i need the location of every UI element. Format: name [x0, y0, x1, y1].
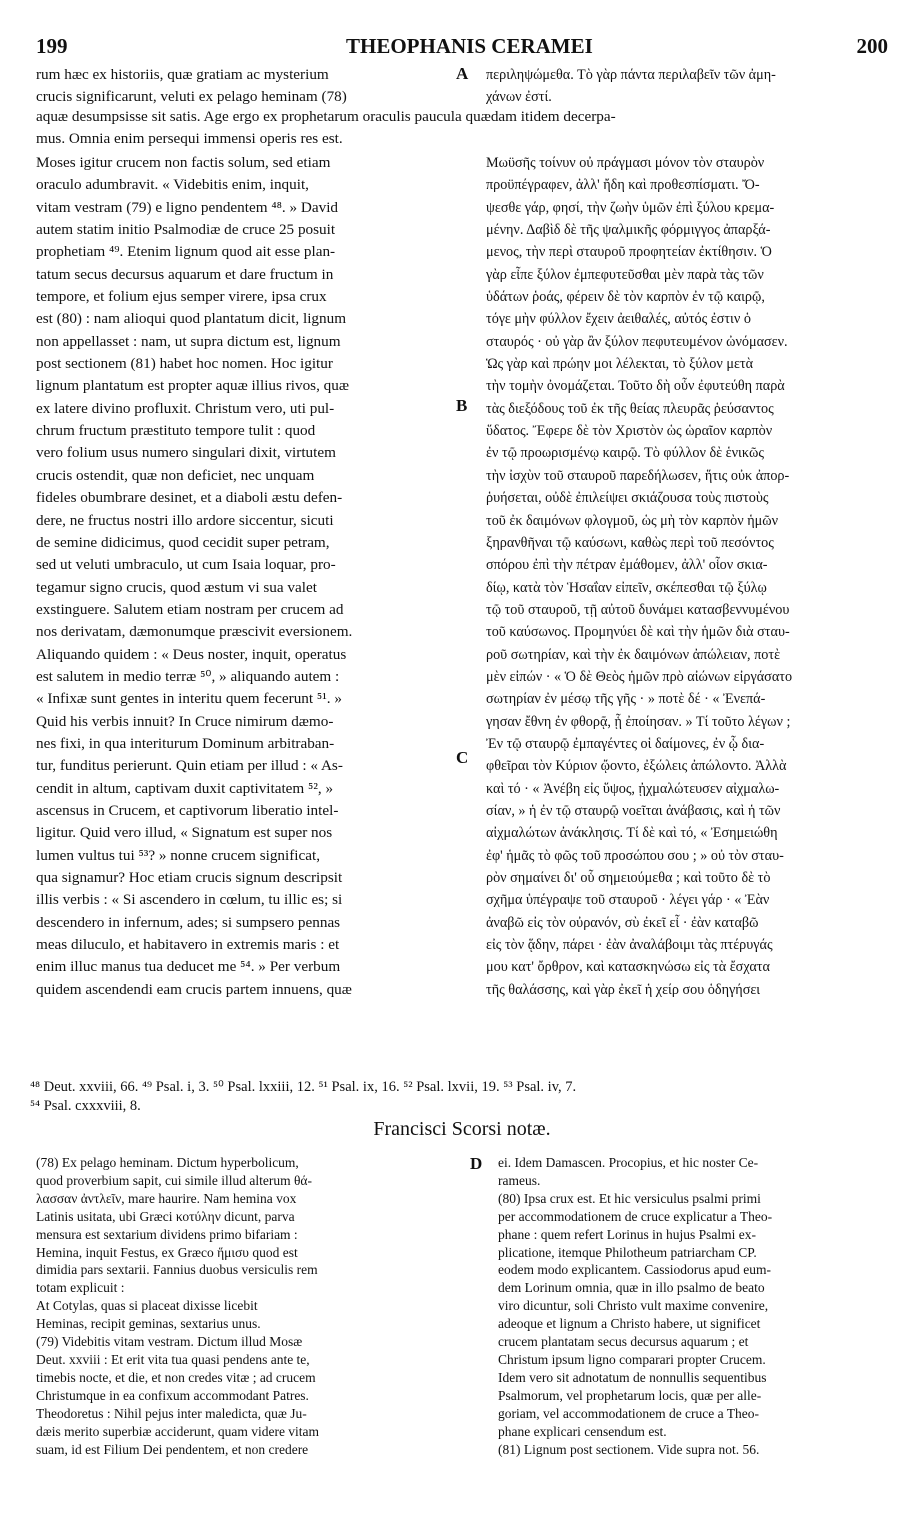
text-line: φθεῖραι τὸν Κύριον ᾤοντο, ἐξώλεις ἀπώλοντο. Ἀλλὰ	[486, 758, 787, 775]
text-line: εἰς τὸν ᾅδην, πάρει · ἐὰν ἀναλάβοιμι τὰς πτέρυγάς	[486, 937, 773, 954]
text-line: ὕδατος. Ἔφερε δὲ τὸν Χριστὸν ὡς ὡραῖον καρπὸν	[486, 423, 773, 440]
text-line: phane : quem refert Lorinus in hujus Psalmi ex-	[498, 1226, 756, 1242]
text-line: ἐφ' ἡμᾶς τὸ φῶς τοῦ προσώπου σου ; » οὐ τὸν σταυ-	[486, 847, 784, 864]
text-line: tatum secus decursus aquarum et dare fructum in	[36, 265, 334, 283]
top-greek-lines	[486, 64, 902, 108]
text-line: fideles obumbrare desinet, et a diaboli æstu defen-	[36, 489, 343, 507]
text-line: autem statim initio Psalmodiæ de cruce 25 posuit	[36, 221, 336, 239]
text-line: plicatione, itemque Philotheum patriarcham CP.	[498, 1244, 757, 1260]
text-line: Latinis usitata, ubi Græci κοτύλην dicunt, parva	[36, 1208, 295, 1224]
text-line: τῆς θαλάσσης, καὶ γὰρ ἐκεῖ ἡ χείρ σου ὁδηγήσει	[486, 981, 761, 998]
text-line: lumen vultus tui ⁵³? » nonne crucem significat,	[36, 846, 321, 864]
text-line: ligitur. Quid vero illud, « Signatum est super nos	[36, 824, 333, 842]
text-line: λασσαν ἀντλεῖν, mare haurire. Nam hemina vox	[36, 1190, 297, 1206]
text-line: rum hæc ex historiis, quæ gratiam ac mysterium	[36, 66, 329, 83]
text-line: (79) Videbitis vitam vestram. Dictum illud Mosæ	[36, 1334, 303, 1350]
text-line: post sectionem (81) habet hoc nomen. Hoc igitur	[36, 355, 333, 373]
text-line: τῷ τοῦ σταυροῦ, τῇ αὐτοῦ δυνάμει κατασβεννυμένου	[486, 601, 790, 618]
text-line: viro dicuntur, soli Christo vult maxime convenire,	[498, 1298, 769, 1314]
text-line: τὰς διεξόδους τοῦ ἐκ τῆς θείας πλευρᾶς ῥεύσαντος	[486, 400, 774, 417]
text-line: (78) Ex pelago heminam. Dictum hyperbolicum,	[36, 1155, 299, 1170]
text-line: Idem vero sit adnotatum de nonnullis sequentibus	[498, 1369, 767, 1385]
text-line: Heminas, recipit geminas, sextarius unus.	[36, 1316, 261, 1332]
text-line: dere, ne fructus nostri illo ardore siccentur, sicuti	[36, 511, 334, 529]
footnote-line: ⁴⁸ Deut. xxviii, 66. ⁴⁹ Psal. i, 3. ⁵⁰ Psal. lxxiii, 12. ⁵¹ Psal. ix, 16. ⁵² Psal. lxvii, 19. ⁵³ Psal. iv, 7.	[30, 1079, 577, 1095]
text-line: crucis ostendit, quæ non deficiet, nec unquam	[36, 466, 315, 484]
text-line: enim illuc manus tua deducet me ⁵⁴. » Per verbum	[36, 958, 341, 976]
running-title: THEOPHANIS CERAMEI	[346, 34, 593, 58]
text-line: At Cotylas, quas si placeat dixisse licebit	[36, 1298, 258, 1314]
text-line: qua signamur? Hoc etiam crucis signum descripsit	[36, 869, 343, 886]
text-line: σίαν, » ἡ ἐν τῷ σταυρῷ νοεῖται ἀνάβασις, καὶ ἡ τῶν	[486, 802, 781, 819]
text-line: ὑδάτων ῥοάς, φέρειν δὲ τὸν καρπὸν ἐν τῷ καιρῷ,	[486, 289, 765, 306]
text-line: ροῦ σωτηρίαν, καὶ τὴν ἐκ δαιμόνων ἀπώλειαν, ποτὲ	[486, 646, 781, 663]
text-line: goriam, vel accommodationem de cruce a Theo-	[498, 1405, 760, 1421]
text-line: nos derivatam, dæmonumque præscivit eversionem.	[36, 623, 353, 641]
text-line: μου κατ' ὄρθρον, καὶ κατασκηνώσω εἰς τὰ ἔσχατα	[486, 959, 770, 976]
margin-letter-c: C	[456, 748, 469, 767]
text-line: σχῆμα ὑπέγραψε τοῦ σταυροῦ · λέγει γάρ · « Ἐὰν	[486, 892, 770, 909]
text-line: μένην. Δαβὶδ δὲ τῆς ψαλμικῆς φόρμιγγος ἀπαρξά-	[486, 222, 771, 239]
text-line: vero folium usus numero singulari dixit, virtutem	[36, 444, 336, 462]
text-line: προϋπέγραφεν, ἀλλ' ἤδη καὶ προθεσπίσματι. Ὄ-	[486, 177, 760, 194]
greek-column	[486, 152, 902, 1001]
top-latin-lines	[36, 64, 456, 108]
text-line: τόγε μὴν φύλλον ἔχειν ἀειθαλές, αὐτός ἐστιν ὁ	[486, 311, 751, 328]
text-line: phane explicari censendum est.	[498, 1423, 667, 1439]
text-line: Christum ipsum ligno comparari propter Crucem.	[498, 1351, 766, 1367]
text-line: timebis nocte, et die, et non credes vitæ ; ad crucem	[36, 1369, 316, 1385]
text-line: Hemina, inquit Festus, ex Græco ἥμισυ quod est	[36, 1244, 298, 1260]
text-line: suam, id est Filium Dei pendentem, et non credere	[36, 1441, 309, 1457]
text-line: Aliquando quidem : « Deus noster, inquit, operatus	[36, 645, 347, 663]
text-line: Μωϋσῆς τοίνυν οὐ πράγμασι μόνον τὸν σταυρὸν	[486, 155, 765, 171]
text-line: σωτηρίαν ἐν μέσῳ τῆς γῆς · » ποτὲ δέ · « Ἐνεπά-	[486, 691, 766, 708]
text-line: τοῦ καύσωνος. Προμηνύει δὲ καὶ τὴν ἡμῶν διὰ σταυ-	[486, 624, 790, 641]
text-line: αἰχμαλώτων ἀνάκλησις. Τί δὲ καὶ τό, « Ἐσημειώθη	[486, 825, 778, 842]
text-line: totam explicuit :	[36, 1280, 125, 1296]
page-number-right: 200	[856, 34, 888, 58]
text-line: γὰρ εἶπε ξύλον ἐμπεφυτεῦσθαι μὲν παρὰ τὰς τῶν	[486, 266, 764, 283]
text-line: δίῳ, κατὰ τὸν Ἡσαΐαν εἰπεῖν, σκέπεσθαι τῷ ξύλῳ	[486, 579, 767, 596]
text-line: σταυρός · οὐ γὰρ ἂν ξύλον πεφυτευμένον ὠνόμασεν.	[486, 333, 788, 350]
text-line: est salutem in medio terræ ⁵⁰, » aliquando autem :	[36, 667, 340, 685]
text-line: exstinguere. Salutem etiam nostram per crucem ad	[36, 600, 344, 618]
text-line: καὶ τό · « Ἀνέβη εἰς ὕψος, ᾐχμαλώτευσεν αἰχμαλω-	[486, 780, 780, 797]
text-line: cendit in altum, captivam duxit captivitatem ⁵², »	[36, 779, 334, 797]
text-line: « Infixæ sunt gentes in interitu quem fecerunt ⁵¹. »	[36, 690, 342, 708]
footnotes	[30, 1078, 900, 1116]
page-number-left: 199	[36, 34, 68, 58]
text-line: ἐν τῷ προωρισμένῳ καιρῷ. Τὸ φύλλον δὲ ἑνικῶς	[486, 445, 764, 462]
text-line: περιληψώμεθα. Τὸ γὰρ πάντα περιλαβεῖν τῶν ἀμη-	[486, 67, 776, 83]
text-line: (80) Ipsa crux est. Et hic versiculus psalmi primi	[498, 1190, 761, 1206]
text-line: τοῦ ἐκ δαιμόνων φλογμοῦ, ὡς μὴ τὸν καρπὸν ἡμῶν	[486, 512, 778, 529]
text-line: per accommodationem de cruce explicatur a Theo-	[498, 1208, 773, 1224]
text-line: ψεσθε γάρ, φησί, τὴν ζωὴν ὑμῶν ἐπὶ ξύλου κρεμα-	[486, 199, 775, 216]
text-line: adeoque et lignum a Christo habere, ut significet	[498, 1316, 761, 1332]
text-line: (81) Lignum post sectionem. Vide supra not. 56.	[498, 1441, 760, 1457]
notes-left-column	[36, 1154, 466, 1458]
text-line: ῥυήσεται, οὐδὲ ἐπιλείψει σκιάζουσα τοὺς πιστοὺς	[486, 490, 769, 507]
margin-letter-b: B	[456, 396, 468, 415]
text-line: τὴν ἰσχὺν τοῦ σταυροῦ παρεδήλωσεν, ἥτις οὐκ ἀπορ-	[486, 467, 790, 484]
text-line: Deut. xxviii : Et erit vita tua quasi pendens ante te,	[36, 1351, 310, 1367]
text-line: Psalmorum, vel prophetarum locis, quæ per alle-	[498, 1387, 762, 1403]
text-line: ξηρανθῆναι τῷ καύσωνι, καθὼς περὶ τοῦ πεσόντος	[486, 534, 774, 551]
text-line: lignum plantatum est propter aquæ illius rivos, quæ	[36, 377, 350, 395]
text-line: vitam vestram (79) e ligno pendentem ⁴⁸. » David	[36, 198, 339, 216]
margin-letter-d: D	[470, 1154, 483, 1173]
text-line: Moses igitur crucem non factis solum, sed etiam	[36, 154, 331, 171]
text-line: ascensus in Crucem, et captivorum liberatio intel-	[36, 801, 339, 819]
text-line: σπόρου ἐπὶ τὴν πέτραν ἐμάθομεν, ἀλλ' οἷον σκια-	[486, 557, 768, 574]
text-line: de semine didicimus, quod cecidit super petram,	[36, 533, 330, 551]
text-line: crucis significarunt, veluti ex pelago heminam (78)	[36, 88, 347, 105]
text-line: Ἐν τῷ σταυρῷ ἐμπαγέντες οἱ δαίμονες, ἐν ᾧ δια-	[486, 735, 765, 752]
text-line: eodem modo explicantem. Cassiodorus apud eum-	[498, 1262, 771, 1278]
text-line: oraculo adumbravit. « Videbitis enim, inquit,	[36, 176, 309, 194]
text-line: non appellasset : nam, ut supra dictum est, lignum	[36, 332, 341, 350]
text-line: tegamur signo crucis, quod æstum vi sua valet	[36, 578, 317, 596]
text-line: crucem plantatam secus decursus aquarum ; et	[498, 1334, 749, 1350]
running-header	[36, 34, 888, 58]
text-line: est (80) : nam alioqui quod plantatum dicit, lignum	[36, 310, 347, 328]
full-width-line: mus. Omnia enim persequi immensi operis res est.	[36, 130, 343, 147]
text-line: ex latere divino profluxit. Christum vero, uti pul-	[36, 399, 335, 417]
text-line: dæis merito superbiæ acciderunt, quam videre vitam	[36, 1423, 320, 1439]
notes-title: Francisci Scorsi notæ.	[373, 1118, 551, 1140]
footnote-line: ⁵⁴ Psal. cxxxviii, 8.	[30, 1098, 141, 1114]
notes-right-column	[498, 1154, 898, 1458]
text-line: Theodoretus : Nihil pejus inter maledicta, quæ Ju-	[36, 1405, 307, 1421]
text-line: chrum fructum præstituto tempore tulit : quod	[36, 422, 316, 440]
text-line: tur, funditus perierunt. Quin etiam per illud : « As-	[36, 757, 343, 775]
text-line: Quid his verbis innuit? In Cruce nimirum dæmo-	[36, 712, 334, 730]
text-line: μὲν εἰπών · « Ὁ δὲ Θεὸς ἡμῶν πρὸ αἰώνων εἰργάσατο	[486, 668, 793, 685]
full-width-line: aquæ desumpsisse sit satis. Age ergo ex prophetarum oraculis paucula quædam itidem decerpa-	[36, 108, 616, 125]
text-line: quod proverbium sapit, cui simile illud alterum θά-	[36, 1172, 312, 1188]
latin-column	[36, 152, 472, 1001]
text-line: γησαν ἔθνη ἐν φθορᾷ, ᾗ ἐποίησαν. » Τί τοῦτο λέγων ;	[486, 713, 791, 730]
text-line: μενος, τὴν περὶ σταυροῦ προφητείαν ἐκτίθησιν. Ὁ	[486, 244, 772, 261]
text-line: descendero in infernum, ades; si sumpsero pennas	[36, 913, 341, 931]
text-line: quidem ascendendi eam crucis partem innuens, quæ	[36, 980, 352, 998]
text-line: prophetiam ⁴⁹. Etenim lignum quod ait esse plan-	[36, 243, 336, 261]
text-line: dem Lorinum omnia, quæ in illo psalmo de beato	[498, 1280, 765, 1296]
text-line: ἀναβῶ εἰς τὸν οὐρανόν, σὺ ἐκεῖ εἶ · ἐὰν καταβῶ	[486, 914, 759, 931]
text-line: nes fixi, in qua interiturum Dominum arbitraban-	[36, 734, 335, 752]
text-line: tempore, et folium ejus semper virere, ipsa crux	[36, 288, 327, 306]
margin-letter-a: A	[456, 64, 469, 83]
text-line: mensura est sextarium dividens primo bifariam :	[36, 1226, 298, 1242]
text-line: ei. Idem Damascen. Procopius, et hic noster Ce-	[498, 1155, 759, 1170]
text-line: Ὡς γὰρ καὶ πρώην μοι λέλεκται, τὸ ξύλον μετὰ	[486, 356, 754, 373]
text-line: dimidia pars sextarii. Fannius duobus versiculis rem	[36, 1262, 318, 1278]
text-line: τὴν τομὴν ὀνομάζεται. Τοῦτο δὴ οὖν ἐφυτεύθη παρὰ	[486, 378, 785, 395]
text-line: Christumque in ea confixum accommodant Patres.	[36, 1387, 309, 1403]
text-line: illis verbis : « Si ascendero in cœlum, tu illic es; si	[36, 891, 343, 909]
text-line: sed ut veluti umbraculo, ut cum Isaia loquar, pro-	[36, 556, 336, 574]
text-line: χάνων ἐστί.	[486, 89, 552, 105]
text-line: meas diluculo, et habitavero in extremis maris : et	[36, 936, 340, 954]
text-line: rameus.	[498, 1172, 541, 1188]
text-line: ρὸν σημαίνει δι' οὗ σημειούμεθα ; καὶ τοῦτο δὲ τὸ	[486, 870, 771, 886]
